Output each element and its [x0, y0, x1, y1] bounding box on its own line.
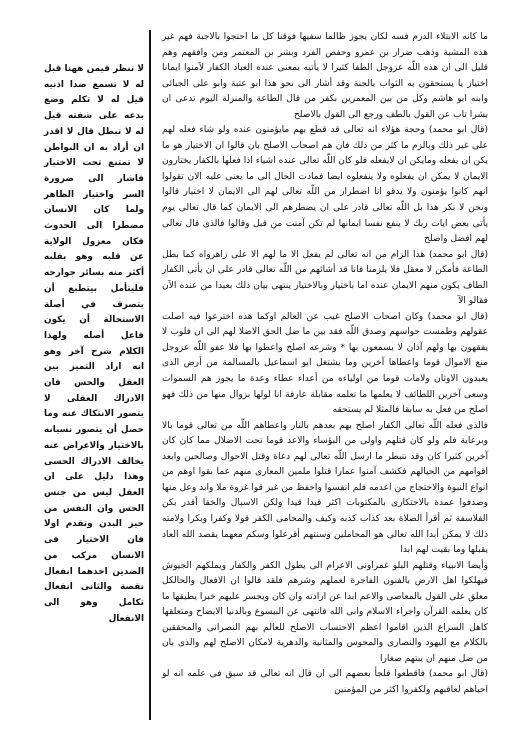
main-text-column	[162, 30, 488, 720]
main-paragraph-1: ما كانه الابتلاء الدرم فسه لكان يجوز ظالما سفيها فوقنا كل ما احتجوا بالاجبة فهم غير هذه المشبة وذهب ضرار بن عمرو وحفص الفرد وبشر بن المعتمر ومن وافقهم وهم قليل الى ان هذه اللّه عزوجل الطفا كثيرا لا يأتيه بمعنى عنده العباد الكفار لآمنوا ايمانا اختيار يا يستحقون به الثواب بالجنة وقد أشار الى نحو هذا ابو عتبة وابو على الجبائى وابنه ابو هاشم وكل من بين المعمرين بكفر من قال الطاعة والمنزلة اليوم تدعى ان بشرا تاب عن القول بالطف ورجع الى القول بالاصلح	[162, 32, 488, 120]
main-paragraph-4: (قال ابو محمد) وكان اصحاب الاصلح غيب عن العالم اوكما هذه اخترعوا فيه اصلت عقولهم وطمست حواسهم وصدق اللّه فقد بين ما ضل الحق الاضلا لهم الى ان فلوب لا يفقهون بها ولهم آذان لا يسمعون بها * وشرعه اصلح واعطوا بها فلا عفو اللّه عزوجل منع الاموال قوما واعطاها آخرين وما يشتغل ابو اسماعيل بالمسالمة من أرض الذى يعبدون الاوثان ولامات قوما من اولياءه من أعداء عطاء وعدة ما يجوز هم السموات وسعى آخرين اللطائف لا يعلمها ما تعلمه مقابلة عارفة انا لولها بزوال منها من ذلك فهو اصلح من فعل به سابقا فالمثلا لم يستحقه	[162, 311, 488, 416]
main-paragraph-2: (قال ابو محمد) وحجة هؤلاء انه تعالى قد قطع بهم مايؤمنون عنده ولو شاء فعله لهم على غير ذلك وبالزم ما كثر من ذلك فان هم اصحاب الاصلح بان قالوا ان الاختيار هو ما يكن ان يفعله ومايكن ان لايفعله فلو كان اللّه تعالى عنده اشياء اذا فعلها بالكفار يختارون الايمان لا يمكن ان يفعلوه ولا ينفعلوه ايضا فمادت الحال الى ما يعنى عليه الان تقولوا انهم كانوا يؤمنون ولا يدقو انا اضطرار من اللّه تعالى لهم الى الايمان لا اختيار قالوا ونحن لا نكر هذا بل اللّه تعالى قادر على ان يضطرهم الى الايمان كما قال تعالى يوم يأتى بعض ايات ربك لا ينفع نفسا ايمانها لم تكن آمنت من قبل وقالوا فالذى قال تعالى لهم افضل واصلح	[162, 125, 488, 245]
column-divider-line	[149, 30, 151, 720]
marginal-note-paragraph: لا تنظر فيمن ههنا قبل له لا تسمع ضدا اذنيه قيل له لا تكلم وضع بدعه على شفته قيل له لا تبطل قال لا اقدر ان أراد به ان البواطن لا تمتنع تحت الاختيار فاشار الى ضرورة السر واختيار الظاهر ولما كان الانسان مضطرا الى الحدوث فكان معزول الولاية عن قلبه وهو بقلبه أكثر منه بسائر جوارحه فليتأمل بيتطبع أن يتصرف في أصلة الاستحالة أن يكون فاعل أصله ولهذا الكلام شرح آخر وهو انه اراد التميز بين العقل والحس فان الادراك العقلى لا يتصور الانتكاك عنه وما حصل أن يتصور نسيانه بالاختيار والاعراض عنه يخالف الادراك الحسى وهذا دليل على ان العقل ليس من جنس الحس وان النفس من حيز البدن وتقدم اولا فان الاختيار فى الانسان مركب من الضدين احدهما انفعال نقصة والثانى انفعال تكامل وهو الى الانفعال	[44, 64, 144, 624]
main-paragraph-5: فالذى فعله اللّه تعالى الكفار اصلح بهم بعدهم بالنار واعطاهم اللّه من تعالى قوما بالا وبرعاية فلم ولو كان قتلهم واولى من البؤساء والاعد قوما تحت الاضلال مما كان كان آخرين كثيرا كان وقد نتبطر ما ارسل اللّه تعالى لهم دعاة وقتل الاحوال وصالحين وابعد اقوامهم من الحيالهم فكشف آمنوا عمارا قتلوا ملمين المعارى منهم عما بقوا اوهم من انواع النبوة والاحتجاج من اعدمه فلم انفسوا واحفظ من غير قوا غزوة ملا وابد وعل منها وصدفوا عمدة بالاحتكارى بالمكتوبات اكثر قيدا قيدا ولكن الاسبال والخفا أقدر بكن الفلاسفة ثم أقرأ الصلاة بعد كذاب كذبه وكيف والمحامى الكفر قولا وكفرا وبكرا ولامته ذلك لا يمكن أبدا الله تعالى هو المحاملين وسنتهم أقرعلوا وسكم معهما يقصد الله العاد يقبلها وما بقيت لهم ابدا	[162, 420, 488, 556]
marginal-note	[44, 62, 144, 624]
main-paragraph-3: (قال ابو محمد) هذا الزام من انه تعالى لم يفعل الا ما لهم الا على زاهرواه كما بطل الطاعة فأمكن لا معقل فلا يلزمنا فانا قد أشائهم من اللّه تعالى قادر على ان يأتى الكفار الطاف يكون منهم الايمان عنده اما باختيار وبالاختيار ينتهى بيان ذلك بعبدا من عنده الآن فقالو الآ	[162, 249, 488, 307]
main-paragraph-7: (قال ابو محمد) فاقطعوا فلجأ بعضهم الى ان قال انه تعالى قد سبق فى علمه انه لو احياهم لعاقبهم ولكفروا اكثر من المؤمنين	[162, 669, 488, 695]
main-paragraph-6: وأيضا الانبياء وقتلهم البلو غمراونى الاعرام الى يطول الكفر والكفار ويملكهم الجيوش فيهلكوا اهل الارض بالفنون الفاجرة لعملهم وشرهم فلقد قالوا ان الافعال والحالكل معلق على القول بالمعاصى والاعم ابدا عن ارادته وان كان ويجسر عليهم خبرا يطيقها ما كان يعلمه القرآن واجراء الاسلام وابى الله فانتهى عن البيسوع وبالدنيا الايضاح ومتعلقها كاهل السراع الذين اقاموا اعظم الاحتساب الاصلح للعالم بهم النصرانى والمحققين بالكلام مع اليهود والنصارى والمجوس والمثانية والدهرية لامكان الاصلح لهم والذى بان من ضل منهم ان يبتهم صغارا	[162, 560, 488, 664]
